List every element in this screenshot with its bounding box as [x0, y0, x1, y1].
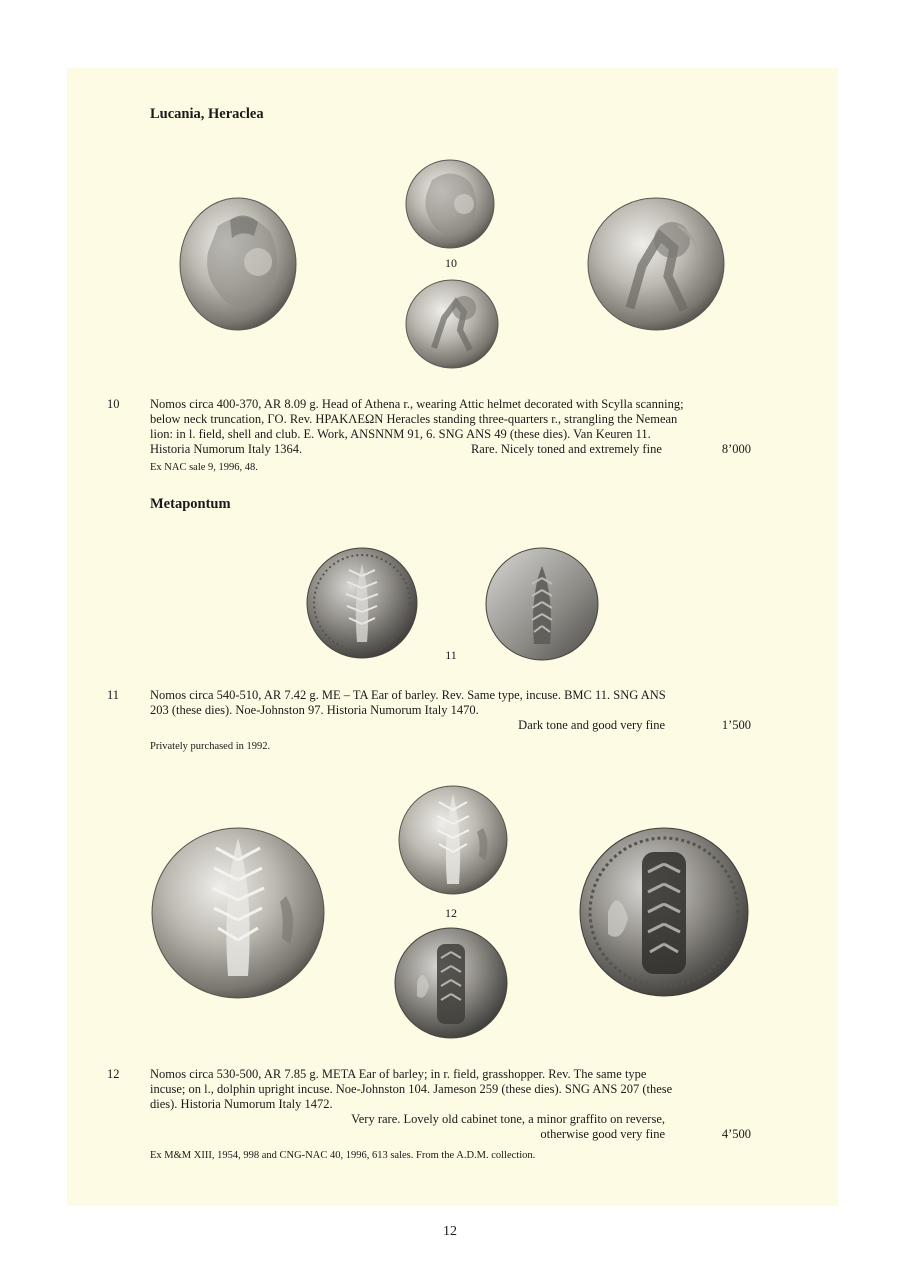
lot-10-last-row [150, 442, 751, 457]
lot-10-line-4: Historia Numorum Italy 1364. [150, 442, 303, 456]
lot-10-line-2: below neck truncation, ΓΟ. Rev. ΗΡΑΚΛΕΩΝ Heracles standing three-quarters r., strangling the Nemean [150, 412, 678, 426]
lot-number-11: 11 [107, 688, 120, 702]
lot-11-grade: Dark tone and good very fine [518, 718, 665, 732]
lot-10-line-3: lion: in l. field, shell and club. E. Work, ANSNNM 91, 6. SNG ANS 49 (these dies). Van Keuren 11. [150, 427, 651, 441]
coin-10-obverse-small [404, 158, 496, 250]
lot-10-estimate: 8’000 [721, 442, 751, 456]
lot-12-grade-row-2 [150, 1127, 751, 1142]
lot-11-estimate: 1’500 [721, 718, 751, 732]
lot-12-grade-row-1 [150, 1112, 751, 1127]
lot-12-estimate: 4’500 [721, 1127, 751, 1141]
lot-10-provenance: Ex NAC sale 9, 1996, 48. [150, 462, 258, 473]
lot-10-line-1: Nomos circa 400-370, AR 8.09 g. Head of Athena r., wearing Attic helmet decorated with Scylla scanning; [150, 397, 684, 411]
lot-12-grade-line-1: Very rare. Lovely old cabinet tone, a minor graffito on reverse, [351, 1112, 665, 1126]
section-heading-heraclea: Lucania, Heraclea [150, 106, 264, 122]
coin-12-obverse-small [397, 784, 509, 896]
lot-11-grade-row [150, 718, 751, 733]
lot-12-line-2: incuse; on l., dolphin upright incuse. Noe-Johnston 104. Jameson 259 (these dies). SNG ANS 207 (these [150, 1082, 673, 1096]
coin-10-reverse-large [586, 196, 726, 332]
page-number: 12 [443, 1224, 457, 1239]
lot-11-line-2: 203 (these dies). Noe-Johnston 97. Historia Numorum Italy 1470. [150, 703, 479, 717]
lot-11-line-1: Nomos circa 540-510, AR 7.42 g. ΜΕ – ΤΑ Ear of barley. Rev. Same type, incuse. BMC 11. SNG ANS [150, 688, 666, 702]
lot-12-provenance: Ex M&M XIII, 1954, 998 and CNG-NAC 40, 1996, 613 sales. From the A.D.M. collection. [150, 1150, 536, 1161]
plate-number-12: 12 [445, 906, 457, 920]
coin-11-obverse [305, 546, 419, 660]
coin-10-obverse-large [178, 196, 298, 332]
plate-number-11: 11 [445, 648, 457, 662]
lot-10-description [150, 397, 751, 457]
coin-10-reverse-small [404, 278, 500, 370]
lot-11-description [150, 688, 751, 733]
plate-number-10: 10 [445, 256, 457, 270]
lot-number-10: 10 [107, 397, 120, 411]
lot-10-grade: Rare. Nicely toned and extremely fine [470, 442, 662, 456]
coin-12-obverse-large [150, 826, 326, 1000]
lot-12-description [150, 1067, 751, 1142]
coin-12-reverse-large [578, 826, 750, 998]
coin-11-reverse-incuse [484, 546, 600, 662]
lot-12-grade-line-2: otherwise good very fine [540, 1127, 665, 1141]
lot-12-line-3: dies). Historia Numorum Italy 1472. [150, 1097, 333, 1111]
section-heading-metapontum: Metapontum [150, 496, 231, 512]
lot-number-12: 12 [107, 1067, 120, 1081]
lot-11-provenance: Privately purchased in 1992. [150, 741, 271, 752]
lot-12-line-1: Nomos circa 530-500, AR 7.85 g. ΜΕΤΑ Ear of barley; in r. field, grasshopper. Rev. The same type [150, 1067, 647, 1081]
coin-12-reverse-small [393, 926, 509, 1040]
